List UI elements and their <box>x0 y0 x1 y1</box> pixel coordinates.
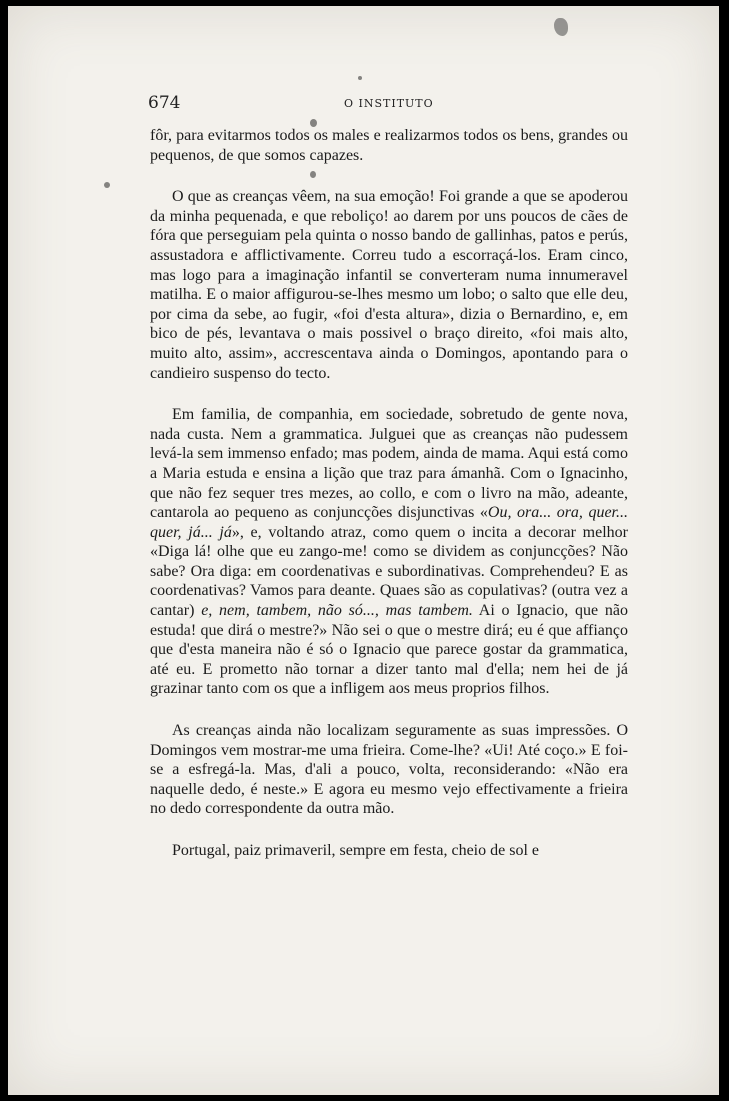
page-header <box>148 93 548 115</box>
page-number: 674 <box>148 93 181 113</box>
italic-quote: e, nem, tambem, não só..., mas tambem. <box>201 602 473 620</box>
book-page <box>8 6 719 1095</box>
paragraph-text: Ai o Ignacio, que não estuda! que dirá o mestre?» Não sei o que o mestre dirá; eu é que affianço que d'esta maneira não é só o Ignacio que parece gostar da grammatica, até eu. E prometto não tornar a dizer tanto mal d'ella; nem hei de já grazinar tanto com os que a infligem aos meus proprios filhos. <box>150 602 629 698</box>
ink-speck <box>104 182 110 188</box>
paragraph: O que as creanças vêem, na sua emoção! Foi grande a que se apoderou da minha pequenada, e que reboliço! ao darem por uns poucos de cães de fóra que perseguiam pela quinta o nosso bando de gallinhas, patos e perús, assustadora e afflictivamente. Correu tudo a escorraçá-los. Eram cinco, mas logo para a imaginação infantil se converteram numa innumeravel matilha. E o maior affigurou-se-lhes mesmo um lobo; o salto que elle deu, por cima da sebe, ao fugir, «foi d'esta altura», dizia o Bernardino, e, em bico de pés, levantava o mais possivel o braço direito, «foi mais alto, muito alto, assim», accrescentava ainda o Domingos, apontando para o candieiro suspenso do tecto. <box>150 188 628 382</box>
paragraph-text: », e, voltando atraz, como quem o incita a decorar melhor «Diga lá! olhe que eu zango-me! como se dividem as conjuncções? Não sabe? Ora diga: em coordenativas e subordinativas. Comprehendeu? E as coordenativas? Vamos para deante. Quaes são as copulativas? (outra vez a cantar) <box>150 523 628 620</box>
italic-quote: Ou, ora... ora, quer... quer, já... já <box>150 504 629 541</box>
running-head: O INSTITUTO <box>344 97 434 110</box>
paragraph-grammar <box>150 405 628 699</box>
paragraph: Portugal, paiz primaveril, sempre em festa, cheio de sol e <box>172 842 539 859</box>
body-text <box>150 126 628 861</box>
ink-smudge <box>554 18 568 36</box>
paragraph: As creanças ainda não localizam seguramente as suas impressões. O Domingos vem mostrar-me uma frieira. Come-lhe? «Ui! Até coço.» E foi-se a esfregá-la. Mas, d'ali a pouco, volta, reconsiderando: «Não era naquelle dedo, é neste.» E agora eu mesmo vejo effectivamente a frieira no dedo correspondente da outra mão. <box>150 722 628 818</box>
paragraph-text: Em familia, de companhia, em sociedade, sobretudo de gente nova, nada custa. Nem a grammatica. Julguei que as creanças não pudessem levá-la sem immenso enfado; mas podem, ainda de mama. Aqui está como a Maria estuda e ensina a lição que traz para ámanhã. Com o Ignacinho, que não fez sequer tres mezes, ao collo, e com o livro na mão, adeante, cantarola ao pequeno as conjuncções disjunctivas « <box>150 406 628 522</box>
ink-speck <box>358 76 362 80</box>
paragraph-continuation: fôr, para evitarmos todos os males e realizarmos todos os bens, grandes ou pequenos, de que somos capazes. <box>150 127 628 164</box>
